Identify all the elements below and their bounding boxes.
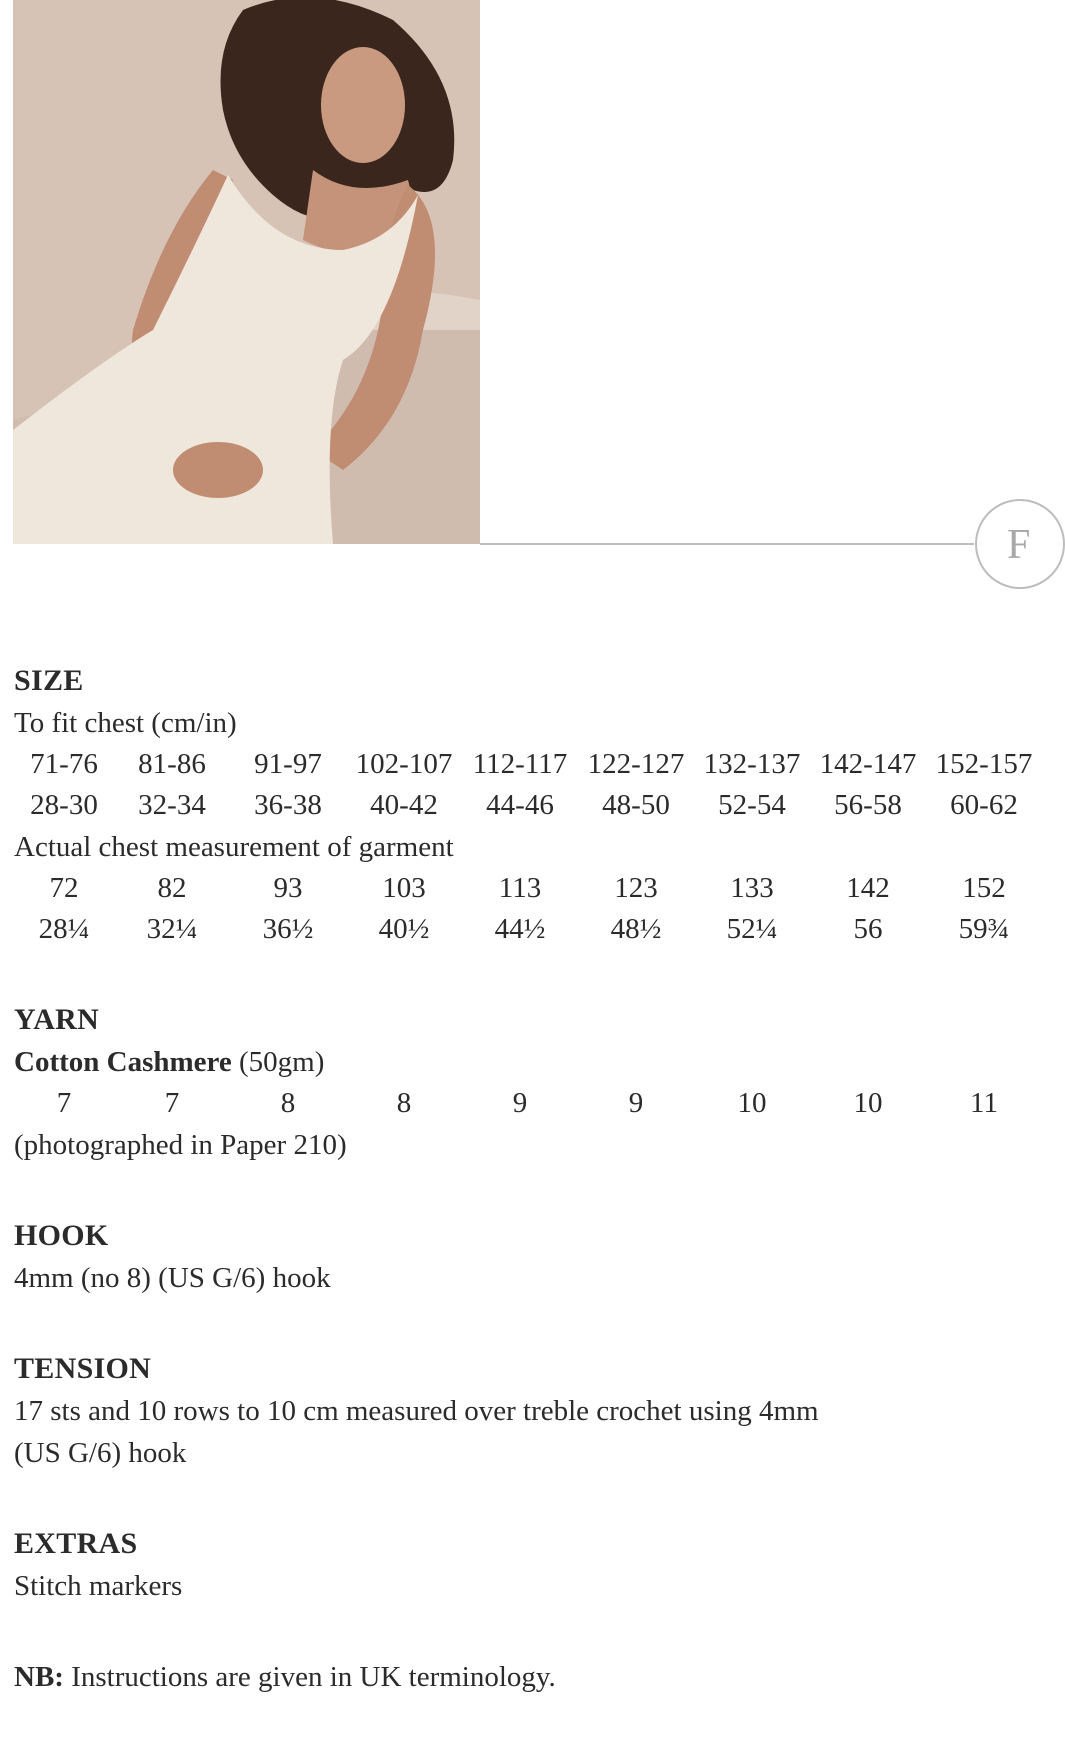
to-fit-cm-value: 142-147 <box>819 748 917 780</box>
yarn-balls-value: 7 <box>164 1087 180 1119</box>
yarn-balls-value: 11 <box>970 1087 998 1119</box>
yarn-name: Cotton Cashmere <box>14 1046 232 1078</box>
to-fit-in-value: 32-34 <box>138 789 206 821</box>
actual-in-value: 36½ <box>262 913 314 945</box>
yarn-balls-value: 8 <box>280 1087 296 1119</box>
actual-cm-value: 103 <box>382 872 426 904</box>
to-fit-cm-row <box>14 744 1033 785</box>
to-fit-in-value: 40-42 <box>370 789 438 821</box>
actual-in-value: 28¼ <box>38 913 90 945</box>
to-fit-cm-value: 152-157 <box>935 748 1033 780</box>
to-fit-cm-value: 112-117 <box>472 748 568 780</box>
to-fit-in-value: 60-62 <box>950 789 1018 821</box>
actual-in-value: 32¼ <box>146 913 198 945</box>
to-fit-in-value: 36-38 <box>254 789 322 821</box>
actual-in-row <box>14 909 1010 950</box>
actual-cm-value: 133 <box>730 872 774 904</box>
actual-cm-value: 152 <box>962 872 1006 904</box>
yarn-note: (photographed in Paper 210) <box>14 1129 347 1161</box>
size-heading: SIZE <box>14 664 84 697</box>
actual-in-value: 40½ <box>378 913 430 945</box>
divider-rule <box>480 543 974 545</box>
actual-in-value: 44½ <box>494 913 546 945</box>
to-fit-label: To fit chest (cm/in) <box>14 707 237 739</box>
actual-in-value: 59¾ <box>958 913 1010 945</box>
tension-heading: TENSION <box>14 1352 152 1385</box>
nb-label: NB: <box>14 1661 64 1693</box>
yarn-balls-value: 9 <box>628 1087 644 1119</box>
yarn-heading: YARN <box>14 1003 100 1036</box>
to-fit-in-value: 44-46 <box>486 789 554 821</box>
to-fit-cm-value: 122-127 <box>587 748 685 780</box>
to-fit-cm-value: 102-107 <box>355 748 453 780</box>
yarn-balls-value: 10 <box>853 1087 883 1119</box>
pattern-details <box>14 660 1033 1698</box>
yarn-balls-value: 7 <box>56 1087 72 1119</box>
to-fit-in-value: 48-50 <box>602 789 670 821</box>
model-photo <box>13 0 480 544</box>
actual-cm-value: 72 <box>49 872 79 904</box>
nb-text: Instructions are given in UK terminology. <box>63 1661 556 1693</box>
actual-cm-value: 123 <box>614 872 658 904</box>
yarn-balls-value: 8 <box>396 1087 412 1119</box>
extras-text: Stitch markers <box>14 1570 183 1602</box>
yarn-balls-value: 9 <box>512 1087 528 1119</box>
to-fit-in-value: 56-58 <box>834 789 902 821</box>
yarn-name-line <box>14 1041 1004 1083</box>
to-fit-cm-value: 81-86 <box>138 748 206 780</box>
badge-letter: F <box>1007 522 1031 568</box>
actual-cm-value: 113 <box>498 872 542 904</box>
actual-cm-row <box>14 868 1004 909</box>
actual-cm-value: 142 <box>846 872 890 904</box>
actual-cm-value: 93 <box>273 872 303 904</box>
page-badge <box>975 499 1065 589</box>
hook-heading: HOOK <box>14 1219 109 1252</box>
to-fit-in-row <box>14 785 1018 826</box>
to-fit-in-value: 52-54 <box>718 789 786 821</box>
to-fit-cm-value: 91-97 <box>254 748 322 780</box>
yarn-balls-value: 10 <box>737 1087 767 1119</box>
to-fit-cm-value: 132-137 <box>703 748 801 780</box>
yarn-weight: (50gm) <box>231 1046 325 1078</box>
actual-in-value: 56 <box>853 913 883 945</box>
to-fit-in-value: 28-30 <box>30 789 98 821</box>
tension-line-2: (US G/6) hook <box>14 1437 187 1469</box>
yarn-balls-row <box>14 1083 1004 1124</box>
hook-text: 4mm (no 8) (US G/6) hook <box>14 1262 331 1294</box>
extras-heading: EXTRAS <box>14 1527 138 1560</box>
tension-line-1: 17 sts and 10 rows to 10 cm measured over treble crochet using 4mm <box>14 1395 819 1427</box>
actual-in-value: 48½ <box>610 913 662 945</box>
to-fit-cm-value: 71-76 <box>30 748 98 780</box>
actual-in-value: 52¼ <box>726 913 778 945</box>
actual-cm-value: 82 <box>157 872 187 904</box>
nb-note <box>14 1656 1004 1698</box>
actual-chest-label: Actual chest measurement of garment <box>14 831 454 863</box>
